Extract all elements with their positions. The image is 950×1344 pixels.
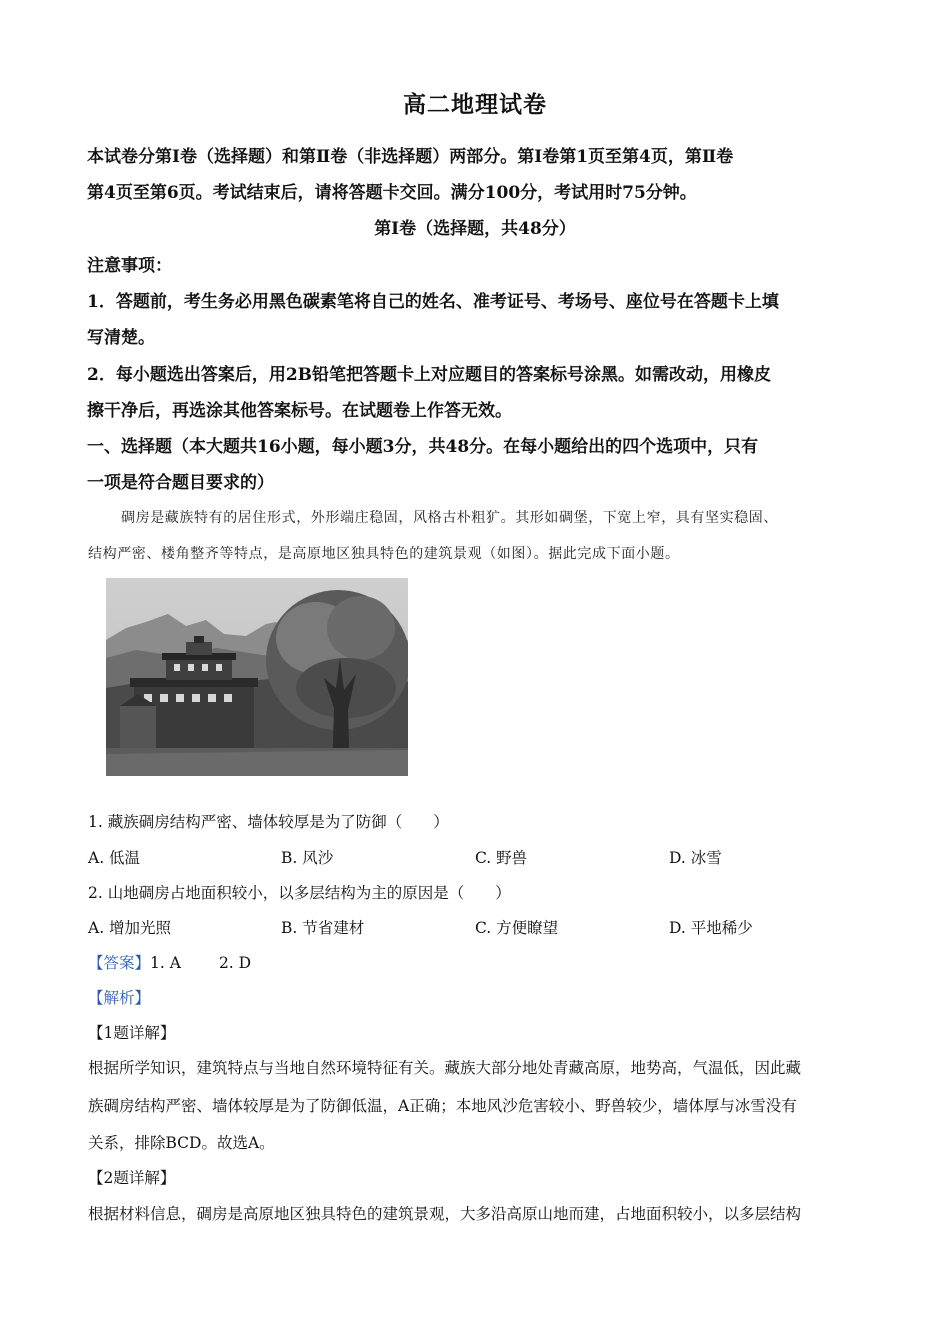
intro-line-2: 第4页至第6页。考试结束后，请将答题卡交回。满分100分，考试用时75分钟。 [87, 183, 697, 203]
notice-item-1-line-2: 写清楚。 [87, 328, 155, 348]
question-2-option-c: C. 方便瞭望 [475, 919, 559, 937]
passage-line-1: 碉房是藏族特有的居住形式，外形端庄稳固，风格古朴粗犷。其形如碉堡，下宽上窄，具有坚实稳固、 [121, 510, 778, 526]
question-2-option-a: A. 增加光照 [88, 919, 172, 937]
question-1-stem: 1. 藏族碉房结构严密、墙体较厚是为了防御（ ） [88, 813, 449, 831]
notice-heading: 注意事项： [87, 256, 172, 276]
intro-line-1: 本试卷分第Ⅰ卷（选择题）和第Ⅱ卷（非选择题）两部分。第Ⅰ卷第1页至第4页，第Ⅱ卷 [87, 147, 734, 167]
question-1-option-b: B. 风沙 [281, 849, 334, 867]
question-2-option-b: B. 节省建材 [281, 919, 365, 937]
answer-q1: 1. A [150, 954, 181, 972]
passage-line-2: 结构严密、楼角整齐等特点，是高原地区独具特色的建筑景观（如图）。据此完成下面小题。 [88, 546, 680, 562]
analysis-label: 【解析】 [88, 989, 151, 1007]
answer-q2: 2. D [218, 954, 252, 972]
question-1-option-c: C. 野兽 [475, 849, 528, 867]
detail-1-line-1: 根据所学知识，建筑特点与当地自然环境特征有关。藏族大部分地处青藏高原，地势高，气温低，因此藏 [88, 1059, 802, 1077]
detail-1-line-3: 关系，排除BCD。故选A。 [88, 1134, 275, 1152]
question-1-option-a: A. 低温 [88, 849, 141, 867]
part1-line-1: 一、选择题（本大题共16小题，每小题3分，共48分。在每小题给出的四个选项中，只有 [87, 437, 759, 457]
detail-2-label: 【2题详解】 [88, 1169, 176, 1187]
part1-line-2: 一项是符合题目要求的） [87, 473, 274, 493]
detail-2-line-1: 根据材料信息，碉房是高原地区独具特色的建筑景观，大多沿高原山地而建，占地面积较小，以多层结构 [88, 1205, 802, 1223]
question-2-stem: 2. 山地碉房占地面积较小，以多层结构为主的原因是（ ） [88, 884, 511, 902]
notice-item-1-line-1: 1．答题前，考生务必用黑色碳素笔将自己的姓名、准考证号、考场号、座位号在答题卡上填 [87, 292, 779, 312]
detail-1-label: 【1题详解】 [88, 1024, 176, 1042]
detail-1-line-2: 族碉房结构严密、墙体较厚是为了防御低温，A正确；本地风沙危害较小、野兽较少，墙体厚与冰雪没有 [88, 1097, 797, 1115]
exam-title: 高二地理试卷 [403, 91, 547, 118]
question-1-option-d: D. 冰雪 [669, 849, 722, 867]
answer-label: 【答案】 [88, 954, 151, 972]
question-2-option-d: D. 平地稀少 [669, 919, 753, 937]
notice-item-2-line-2: 擦干净后，再选涂其他答案标号。在试题卷上作答无效。 [87, 401, 512, 421]
notice-item-2-line-1: 2．每小题选出答案后，用2B铅笔把答题卡上对应题目的答案标号涂黑。如需改动，用橡皮 [87, 365, 772, 385]
section-header: 第Ⅰ卷（选择题，共48分） [374, 219, 576, 239]
answer-row [88, 951, 251, 973]
tibetan-house-photo [106, 578, 408, 776]
